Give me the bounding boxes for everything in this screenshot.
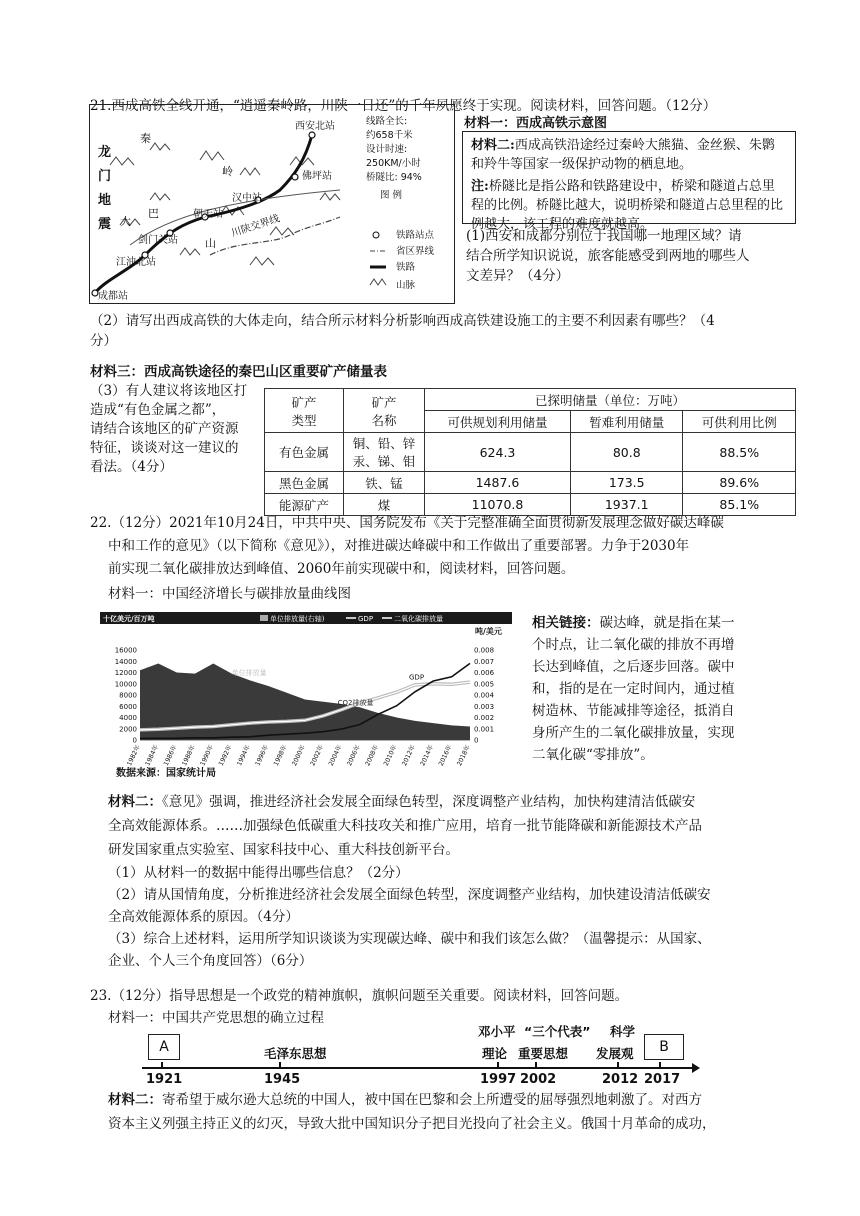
year-1945: 1945 <box>264 1072 301 1087</box>
cell-type: 能源矿产 <box>265 494 344 516</box>
cell-name: 铁、锰 <box>344 472 425 494</box>
q21-q3-line2: 造成“有色金属之都”， <box>90 402 226 418</box>
note-text: 桥隧比是指公路和铁路建设中，桥梁和隧道占总里程的比例。桥隧比越大，说明桥梁和隧道占总里程的比例越大，该工程的难度就越高。 <box>471 179 784 232</box>
q22-q2-line2: 全高效能源体系的原因。（4分） <box>108 909 299 925</box>
station-jianmenguan-label: 剑门关站 <box>138 235 178 246</box>
chart-left-axis-unit: 十亿美元/百万吨 <box>103 615 155 623</box>
q22-questions <box>108 862 711 972</box>
chart-right-axis-unit: 吨/美元 <box>475 627 502 636</box>
cell-b: 80.8 <box>570 433 683 472</box>
map-info-panel <box>366 115 422 203</box>
q23-m2-lead: 材料二： <box>108 1092 162 1108</box>
x-tick-label: 1984年 <box>144 743 161 768</box>
q21-material2-box <box>462 131 796 232</box>
chart-source: 数据来源：国家统计局 <box>116 768 216 779</box>
legend-label-co2: 二氧化碳排放量 <box>394 615 443 623</box>
q21-q3-line1: （3）有人建议将该地区打 <box>90 383 248 399</box>
legend-border-label: 省区界线 <box>396 246 435 257</box>
link-line2: 个时点，让二氧化碳的排放不再增 <box>532 637 735 653</box>
legend-mountain-label: 山脉 <box>396 280 416 291</box>
link-lead: 相关链接： <box>532 615 600 631</box>
q21-question3 <box>90 382 247 477</box>
y-left-tick-label: 2000 <box>119 725 137 734</box>
x-tick-label: 1982年 <box>126 743 142 768</box>
year-2012: 2012 <box>602 1072 639 1087</box>
legend-swatch-unit <box>260 615 268 621</box>
q22-m2-line1: 《意见》强调，推进经济社会发展全面绿色转型，深度调整产业结构，加快构建清洁低碳安 <box>162 794 696 810</box>
h-name-1: 矿产 <box>371 394 397 410</box>
q22-material1-title: 材料一：中国经济增长与碳排放量曲线图 <box>108 586 351 602</box>
x-tick-label: 1988年 <box>181 743 197 768</box>
longmen-char-3: 地 <box>98 193 112 208</box>
x-tick-label: 2000年 <box>291 743 307 768</box>
year-1997: 1997 <box>480 1072 517 1087</box>
x-tick-label: 2012年 <box>401 743 417 768</box>
q22-related-link <box>532 612 735 766</box>
h-type-1: 矿产 <box>291 394 317 410</box>
q22-m2-line2: 全高效能源体系。……加强绿色低碳重大科技攻关和推广应用，培育一批节能降碳和新能源技术产品 <box>108 818 702 834</box>
timeline-deng-top: 邓小平 <box>478 1024 516 1039</box>
q21-material1-title: 材料一：西成高铁示意图 <box>464 116 608 131</box>
carbon-gdp-chart <box>100 612 512 778</box>
qinling-ling-label: 岭 <box>222 165 233 178</box>
q21-question1 <box>466 226 750 286</box>
y-right-tick-label: 0.003 <box>474 702 495 711</box>
annotation-gdp: GDP <box>409 673 425 682</box>
x-tick-label: 1992年 <box>217 743 234 768</box>
h-name-2: 名称 <box>371 412 397 428</box>
table-header-col2: 暂难利用储量 <box>570 411 683 433</box>
q22-q3-line2: 企业、个人三个角度回答）（6分） <box>108 953 313 969</box>
cell-c: 88.5% <box>683 433 796 472</box>
q22-m2-line3: 研发国家重点实验室、国家科技中心、重大科技创新平台。 <box>108 842 459 858</box>
q21-q1-line3: 文差异？（4分） <box>466 268 570 284</box>
y-right-tick-label: 0.001 <box>474 725 495 734</box>
legend-title: 图 例 <box>380 190 403 201</box>
table-header-col3: 可供利用比例 <box>683 411 796 433</box>
station-foping-label: 佛坪站 <box>302 171 332 182</box>
q23-stem: 23.（12分）指导思想是一个政党的精神旗帜，旗帜问题至关重要。阅读材料，回答问题。 <box>90 988 629 1004</box>
cell-name-2: 汞、锑、钼 <box>352 454 416 469</box>
table-row <box>265 472 796 494</box>
y-right-tick-label: 0 <box>474 736 479 745</box>
cell-b: 173.5 <box>570 472 683 494</box>
y-left-tick-label: 0 <box>132 736 137 745</box>
q22-q3-line1: （3）综合上述材料，运用所学知识谈谈为实现碳达峰、碳中和我们该怎么做？（温馨提示：从国家、 <box>108 931 711 947</box>
cell-name <box>344 433 425 472</box>
longmen-char-2: 门 <box>98 169 112 184</box>
y-left-tick-label: 4000 <box>119 714 137 722</box>
timeline-three-bottom: 重要思想 <box>518 1046 569 1061</box>
h-type-2: 类型 <box>291 412 317 428</box>
cell-a: 624.3 <box>425 433 571 472</box>
x-tick-label: 2018年 <box>456 743 472 768</box>
q22-stem-line3: 前实现二氧化碳排放达到峰值、2060年前实现碳中和，阅读材料，回答问题。 <box>108 561 575 577</box>
q23-material2 <box>108 1088 716 1136</box>
y-right-tick-label: 0.005 <box>474 680 495 689</box>
x-tick-label: 2008年 <box>364 743 381 768</box>
q22-q1: （1）从材料一的数据中能得出哪些信息？（2分） <box>108 865 409 881</box>
x-tick-label: 1998年 <box>272 743 289 768</box>
table-row <box>265 433 796 472</box>
q21-question2 <box>90 311 715 351</box>
legend-label-unit: 单位排放量(右轴) <box>270 615 325 623</box>
link-line7: 二氧化碳“零排放”。 <box>532 747 654 763</box>
link-line4: 和，指的是在一定时间内，通过植 <box>532 681 735 697</box>
annotation-unit-emissions: 单位排放量 <box>231 668 267 677</box>
station-xian-label: 西安北站 <box>295 121 335 132</box>
legend-rail-label: 铁路 <box>396 262 416 273</box>
material2-text: 西成高铁沿途经过秦岭大熊猫、金丝猴、朱鹮和羚牛等国家一级保护动物的栖息地。 <box>471 138 775 172</box>
mineral-reserves-table <box>264 388 796 516</box>
year-1921: 1921 <box>146 1072 183 1087</box>
station-chaotian-label: 朝天站 <box>193 209 223 220</box>
cell-a: 1487.6 <box>425 472 571 494</box>
x-tick-label: 1986年 <box>162 743 179 768</box>
material2-lead: 材料二: <box>471 138 515 153</box>
year-2002: 2002 <box>520 1072 557 1087</box>
x-tick-label: 2004年 <box>327 743 344 768</box>
timeline-sci-bottom: 发展观 <box>596 1046 634 1061</box>
q22-material2 <box>108 790 702 862</box>
cell-c: 85.1% <box>683 494 796 516</box>
timeline-sci-top: 科学 <box>610 1024 636 1039</box>
y-left-tick-label: 14000 <box>114 657 137 666</box>
q21-q2-line1: （2）请写出西成高铁的大体走向，结合所示材料分析影响西成高铁建设施工的主要不利因素有哪些？（4 <box>90 313 715 329</box>
info-ratio: 桥隧比: 94% <box>366 172 422 183</box>
link-line3: 长达到峰值，之后逐步回落。碳中 <box>532 659 735 675</box>
year-2017: 2017 <box>644 1072 681 1087</box>
y-right-tick-label: 0.002 <box>474 714 495 722</box>
y-right-tick-label: 0.008 <box>474 646 495 655</box>
timeline-box-b: B <box>644 1034 684 1060</box>
info-speed-value: 250KM/小时 <box>366 158 421 169</box>
daba-ba-label: 巴 <box>148 207 159 220</box>
cell-name: 煤 <box>344 494 425 516</box>
x-tick-label: 1990年 <box>199 743 216 768</box>
y-left-tick-label: 6000 <box>119 702 137 711</box>
cell-a: 11070.8 <box>425 494 571 516</box>
q21-material3-title: 材料三：西成高铁途径的秦巴山区重要矿产储量表 <box>90 364 387 380</box>
annotation-co2: CO2排放量 <box>337 699 374 708</box>
q21-q1-line1: (1)西安和成都分别位于我国哪一地理区域？请 <box>466 228 742 244</box>
y-right-tick-label: 0.004 <box>474 691 495 700</box>
station-hanzhong-label: 汉中站 <box>232 193 262 204</box>
x-tick-label: 2002年 <box>309 743 326 768</box>
q23-m2-line1: 寄希望于威尔逊大总统的中国人，被中国在巴黎和会上所遭受的屈辱强烈地刺激了。对西方 <box>162 1092 702 1108</box>
y-left-tick-label: 10000 <box>114 680 137 689</box>
q21-q3-line3: 请结合该地区的矿产资源 <box>90 421 239 437</box>
legend-station-label: 铁路站点 <box>396 230 435 241</box>
q23-material1-title: 材料一：中国共产党思想的确立过程 <box>108 1010 324 1026</box>
q22-m2-lead: 材料二： <box>108 794 162 810</box>
longmen-char-1: 龙 <box>98 145 112 160</box>
station-chengdu-label: 成都站 <box>98 291 128 302</box>
info-length-value: 约658千米 <box>366 130 413 141</box>
qinling-qin-label: 秦 <box>140 132 151 145</box>
cell-b: 1937.1 <box>570 494 683 516</box>
q22-q2-line1: （2）请从国情角度，分析推进经济社会发展全面绿色转型，深度调整产业结构，加快建设清洁低碳安 <box>108 887 711 903</box>
link-line6: 身所产生的二氧化碳排放量，实现 <box>532 725 735 741</box>
daba-shan-label: 山 <box>205 237 216 250</box>
info-speed-label: 设计时速: <box>366 144 408 155</box>
timeline-deng-bottom: 理论 <box>482 1046 508 1061</box>
note-lead: 注: <box>471 179 489 194</box>
y-right-tick-label: 0.007 <box>474 657 495 666</box>
x-tick-label: 1994年 <box>236 743 252 768</box>
info-length-label: 线路全长: <box>366 116 408 127</box>
x-tick-label: 2010年 <box>382 743 399 768</box>
daba-da-label: 大 <box>120 215 131 228</box>
q21-stem: 21.西成高铁全线开通，“逍遥秦岭路，川陕一日还”的千年夙愿终于实现。阅读材料，回答问题。（12分） <box>90 98 717 114</box>
q21-q2-line2: 分） <box>90 333 117 349</box>
timeline-three-top: “三个代表” <box>524 1024 591 1039</box>
link-line5: 树造林、节能减排等途径，抵消自 <box>532 703 735 719</box>
x-tick-label: 1996年 <box>254 743 271 768</box>
table-header-type <box>265 389 344 433</box>
q21-q3-line4: 特征，谈谈对这一建议的 <box>90 440 239 456</box>
timeline-mao: 毛泽东思想 <box>264 1046 327 1061</box>
q22-stem-line1: 22.（12分）2021年10月24日，中共中央、国务院发布《关于完整准确全面贯彻新发展理念做好碳达峰碳 <box>90 515 724 531</box>
table-header-col1: 可供规划利用储量 <box>425 411 571 433</box>
legend-label-gdp: GDP <box>358 615 374 623</box>
station-jiangyou-label: 江油北站 <box>116 257 156 268</box>
q22-stem-line2: 中和工作的意见》（以下简称《意见》），对推进碳达峰碳中和工作做出了重要部署。力争于2030年 <box>108 538 690 554</box>
border-label: 川陕交界线 <box>230 213 282 240</box>
link-line1: 碳达峰，就是指在某一 <box>599 615 735 631</box>
chart-svg <box>100 612 512 778</box>
cell-type: 有色金属 <box>265 433 344 472</box>
x-tick-label: 2006年 <box>346 743 362 768</box>
cell-c: 89.6% <box>683 472 796 494</box>
x-tick-label: 2016年 <box>437 743 454 768</box>
q22-stem <box>90 512 724 581</box>
table-header-group: 已探明储量（单位：万吨） <box>425 389 796 411</box>
cell-name-1: 铜、铅、锌 <box>352 436 416 451</box>
y-right-tick-label: 0.006 <box>474 669 495 677</box>
y-left-tick-label: 8000 <box>119 691 137 700</box>
timeline-box-a: A <box>148 1034 180 1060</box>
x-tick-label: 2014年 <box>419 743 436 768</box>
cell-type: 黑色金属 <box>265 472 344 494</box>
y-left-tick-label: 16000 <box>114 646 137 655</box>
xicheng-railway-map <box>89 104 455 304</box>
timeline <box>140 1018 700 1088</box>
table-header-name <box>344 389 425 433</box>
q23-m2-line2: 资本主义列强主持正义的幻灭，导致大批中国知识分子把目光投向了社会主义。俄国十月革命的成功， <box>108 1116 716 1132</box>
q21-q1-line2: 结合所学知识说说，旅客能感受到两地的哪些人 <box>466 248 750 264</box>
q21-q3-line5: 看法。（4分） <box>90 459 173 475</box>
y-left-tick-label: 12000 <box>114 669 137 677</box>
longmen-char-4: 震 <box>98 217 112 232</box>
